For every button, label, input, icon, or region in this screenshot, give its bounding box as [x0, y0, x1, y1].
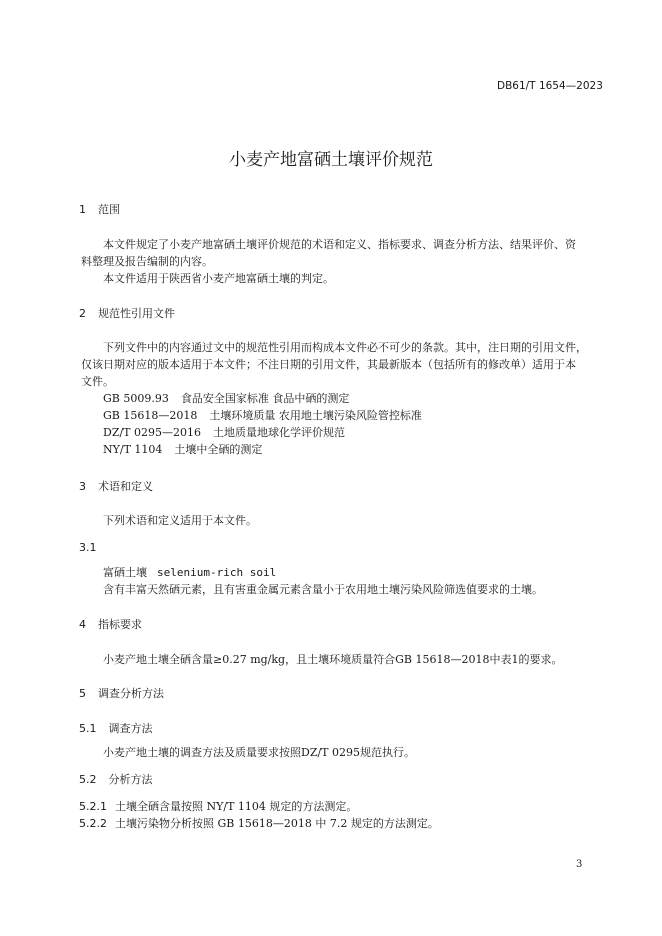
section-title: 指标要求 [98, 618, 142, 631]
reference-name: 食品安全国家标准 食品中硒的测定 [180, 392, 350, 405]
clause-number: 5.2.1 [79, 800, 107, 813]
paragraph-line: 仅该日期对应的版本适用于本文件；不注日期的引用文件，其最新版本（包括所有的修改单）适用于本 [81, 358, 576, 371]
document-code: DB61/T 1654—2023 [497, 80, 603, 92]
term-number: 3.1 [79, 541, 97, 554]
clause-text: 土壤全硒含量按照 NY/T 1104 规定的方法测定。 [115, 800, 358, 813]
reference-code: GB 5009.93 [103, 392, 169, 405]
reference-code: DZ/T 0295—2016 [103, 426, 201, 439]
term-english: selenium-rich soil [157, 566, 277, 579]
reference-item [103, 441, 262, 457]
paragraph-line: 本文件规定了小麦产地富硒土壤评价规范的术语和定义、指标要求、调查分析方法、结果评价、资 [103, 238, 576, 251]
subsection-5-1-heading [79, 720, 153, 736]
clause-5-2-1 [79, 798, 357, 814]
section-5-heading [79, 685, 164, 701]
section-1-heading [79, 201, 120, 217]
subsection-title: 分析方法 [108, 773, 153, 786]
page-number: 3 [576, 859, 583, 870]
reference-code: GB 15618—2018 [103, 409, 198, 422]
paragraph: 小麦产地土壤全硒含量≥0.27 mg/kg，且土壤环境质量符合GB 15618—2018中表1的要求。 [103, 653, 563, 666]
term-chinese: 富硒土壤 [103, 566, 147, 579]
subsection-title: 调查方法 [108, 722, 153, 735]
paragraph: 小麦产地土壤的调查方法及质量要求按照DZ/T 0295规范执行。 [103, 746, 415, 759]
term-definition: 含有丰富天然硒元素，且有害重金属元素含量小于农用地土壤污染风险筛选值要求的土壤。 [103, 583, 543, 596]
term-entry [103, 564, 276, 580]
reference-name: 土壤环境质量 农用地土壤污染风险管控标准 [209, 409, 422, 422]
paragraph-line: 文件。 [81, 375, 114, 388]
subsection-5-2-heading [79, 771, 153, 787]
section-title: 范围 [98, 203, 120, 216]
reference-item [103, 424, 345, 440]
section-number: 3 [79, 480, 86, 493]
reference-item [103, 407, 422, 423]
section-title: 调查分析方法 [98, 687, 164, 700]
subsection-number: 5.1 [79, 722, 97, 735]
subsection-number: 5.2 [79, 773, 97, 786]
document-title: 小麦产地富硒土壤评价规范 [229, 150, 433, 170]
section-2-heading [79, 305, 175, 321]
section-number: 2 [79, 307, 86, 320]
reference-name: 土地质量地球化学评价规范 [213, 426, 345, 439]
section-4-heading [79, 616, 142, 632]
section-title: 术语和定义 [98, 480, 153, 493]
section-number: 1 [79, 203, 86, 216]
paragraph-line: 下列文件中的内容通过文中的规范性引用而构成本文件必不可少的条款。其中，注日期的引用文件， [103, 341, 587, 354]
reference-name: 土壤中全硒的测定 [174, 443, 263, 456]
paragraph-line: 料整理及报告编制的内容。 [81, 255, 213, 268]
reference-item [103, 390, 349, 406]
section-number: 4 [79, 618, 86, 631]
clause-text: 土壤污染物分析按照 GB 15618—2018 中 7.2 规定的方法测定。 [115, 817, 439, 830]
clause-number: 5.2.2 [79, 817, 107, 830]
paragraph: 本文件适用于陕西省小麦产地富硒土壤的判定。 [103, 272, 334, 285]
section-title: 规范性引用文件 [98, 307, 175, 320]
reference-code: NY/T 1104 [103, 443, 163, 456]
section-number: 5 [79, 687, 86, 700]
section-3-heading [79, 478, 153, 494]
paragraph: 下列术语和定义适用于本文件。 [103, 514, 257, 527]
clause-5-2-2 [79, 815, 439, 831]
